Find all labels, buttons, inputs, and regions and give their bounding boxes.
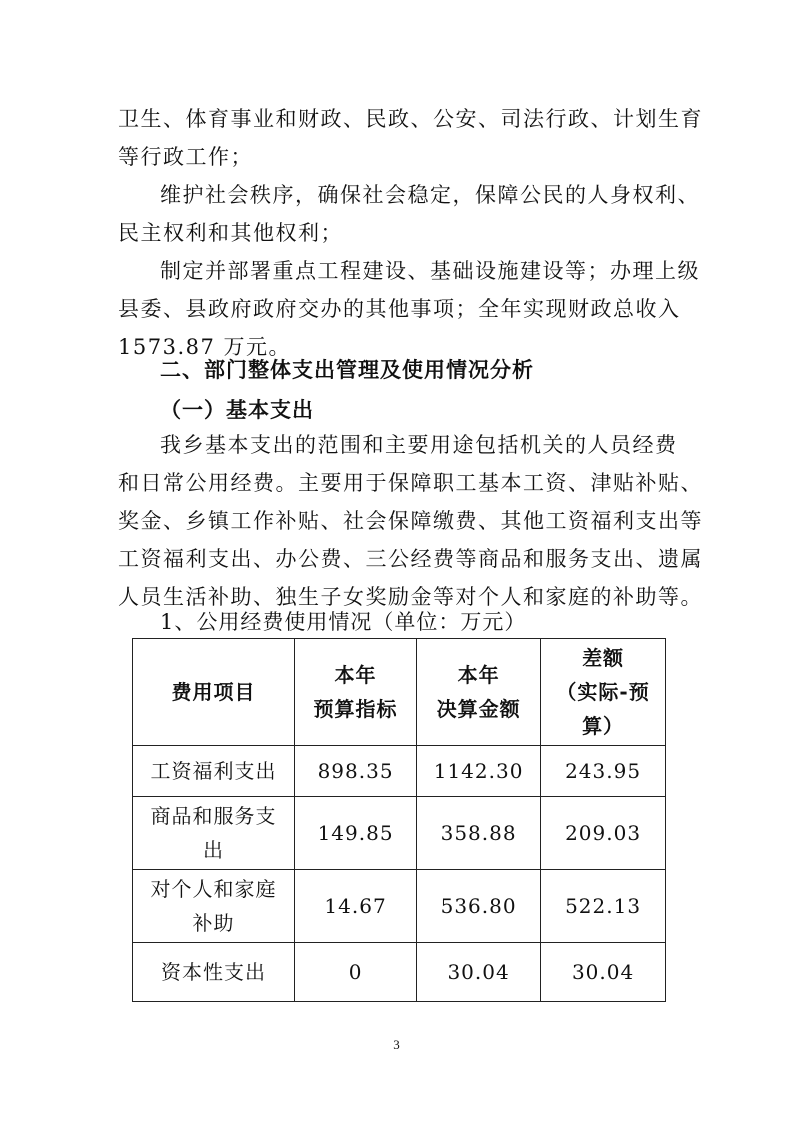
cell-budget: 149.85 [295,797,417,870]
section-heading: 二、部门整体支出管理及使用情况分析 [160,358,534,382]
text-line: 等行政工作； [118,145,253,169]
cell-actual: 30.04 [417,943,541,1002]
paragraph-basic-expenditure [118,426,703,616]
text-line: 1573.87 万元。 [118,335,292,359]
cell-actual: 358.88 [417,797,541,870]
table-caption: 1、公用经费使用情况（单位：万元） [160,610,527,634]
table-row [133,746,666,797]
cell-item: 工资福利支出 [133,746,295,797]
table-header-row [133,639,666,746]
paragraph-duties-1 [118,100,703,176]
cell-actual: 536.80 [417,870,541,943]
page-number: 3 [393,1037,400,1052]
cell-actual: 1142.30 [417,746,541,797]
cell-diff: 209.03 [541,797,666,870]
text-line: 维护社会秩序，确保社会稳定，保障公民的人身权利、 [160,183,700,207]
text-line: 制定并部署重点工程建设、基础设施建设等；办理上级 [160,259,700,283]
paragraph-duties-3 [118,252,700,366]
subsection-heading: （一）基本支出 [160,398,314,422]
header-item: 费用项目 [133,639,295,746]
cell-diff: 243.95 [541,746,666,797]
cell-item: 商品和服务支 出 [133,797,295,870]
header-budget: 本年 预算指标 [295,639,417,746]
cell-item: 对个人和家庭 补助 [133,870,295,943]
expense-table [132,638,666,1002]
header-actual: 本年 决算金额 [417,639,541,746]
cell-diff: 30.04 [541,943,666,1002]
text-line: 民主权利和其他权利； [118,221,343,245]
cell-diff: 522.13 [541,870,666,943]
text-line: 县委、县政府政府交办的其他事项；全年实现财政总收入 [118,297,681,321]
header-difference: 差额 （实际-预 算） [541,639,666,746]
text-line: 人员生活补助、独生子女奖励金等对个人和家庭的补助等。 [118,585,703,609]
cell-item: 资本性支出 [133,943,295,1002]
text-line: 我乡基本支出的范围和主要用途包括机关的人员经费 [160,433,678,457]
table-row [133,943,666,1002]
paragraph-duties-2 [118,176,700,252]
text-line: 奖金、乡镇工作补贴、社会保障缴费、其他工资福利支出等 [118,509,703,533]
table-row [133,870,666,943]
table-row [133,797,666,870]
cell-budget: 898.35 [295,746,417,797]
text-line: 卫生、体育事业和财政、民政、公安、司法行政、计划生育 [118,107,703,131]
text-line: 工资福利支出、办公费、三公经费等商品和服务支出、遗属 [118,547,703,571]
text-line: 和日常公用经费。主要用于保障职工基本工资、津贴补贴、 [118,471,703,495]
cell-budget: 14.67 [295,870,417,943]
cell-budget: 0 [295,943,417,1002]
